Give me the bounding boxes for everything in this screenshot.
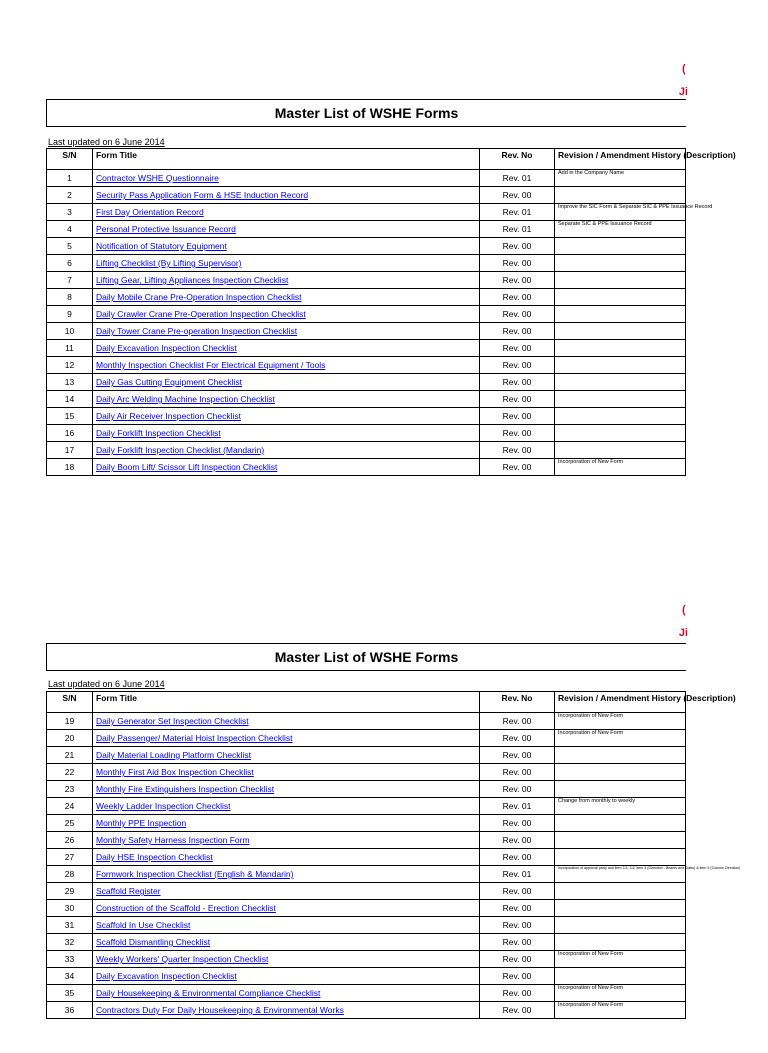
row-revision-history	[555, 408, 686, 425]
row-form-title-cell	[93, 340, 480, 357]
row-sn: 7	[47, 272, 93, 289]
row-rev-no: Rev. 00	[480, 985, 555, 1002]
table-row	[47, 764, 686, 781]
row-revision-history	[555, 917, 686, 934]
form-title-link[interactable]: Construction of the Scaffold - Erection Checklist	[96, 903, 276, 913]
form-title-link[interactable]: Weekly Ladder Inspection Checklist	[96, 801, 231, 811]
row-form-title-cell	[93, 934, 480, 951]
row-form-title-cell	[93, 968, 480, 985]
row-revision-history	[555, 883, 686, 900]
row-revision-history	[555, 340, 686, 357]
form-title-link[interactable]: Daily Crawler Crane Pre-Operation Inspection Checklist	[96, 309, 306, 319]
form-title-link[interactable]: Lifting Gear, Lifting Appliances Inspection Checklist	[96, 275, 289, 285]
form-title-link[interactable]: First Day Orientation Record	[96, 207, 204, 217]
table-row	[47, 798, 686, 815]
row-sn: 34	[47, 968, 93, 985]
row-revision-history: Separate SIC & PPE Issuance Record	[555, 221, 686, 238]
row-sn: 8	[47, 289, 93, 306]
table-row	[47, 221, 686, 238]
row-form-title-cell	[93, 849, 480, 866]
row-sn: 13	[47, 374, 93, 391]
row-revision-history	[555, 289, 686, 306]
row-sn: 20	[47, 730, 93, 747]
table-row	[47, 951, 686, 968]
table-row	[47, 238, 686, 255]
table-row	[47, 289, 686, 306]
form-title-link[interactable]: Daily Arc Welding Machine Inspection Checklist	[96, 394, 275, 404]
row-revision-history	[555, 306, 686, 323]
table-row	[47, 391, 686, 408]
row-rev-no: Rev. 00	[480, 764, 555, 781]
row-rev-no: Rev. 01	[480, 204, 555, 221]
row-revision-history	[555, 357, 686, 374]
row-form-title-cell	[93, 425, 480, 442]
table-row	[47, 357, 686, 374]
forms-page-1	[0, 0, 768, 512]
form-title-link[interactable]: Daily Forklift Inspection Checklist	[96, 428, 221, 438]
row-sn: 31	[47, 917, 93, 934]
row-rev-no: Rev. 00	[480, 391, 555, 408]
row-form-title-cell	[93, 900, 480, 917]
row-revision-history	[555, 968, 686, 985]
row-revision-history	[555, 764, 686, 781]
form-title-link[interactable]: Security Pass Application Form & HSE Induction Record	[96, 190, 309, 200]
row-rev-no: Rev. 00	[480, 951, 555, 968]
row-sn: 11	[47, 340, 93, 357]
row-rev-no: Rev. 01	[480, 866, 555, 883]
row-revision-history	[555, 374, 686, 391]
row-form-title-cell	[93, 391, 480, 408]
form-title-link[interactable]: Scaffold Register	[96, 886, 161, 896]
row-form-title-cell	[93, 306, 480, 323]
table-row	[47, 187, 686, 204]
row-form-title-cell	[93, 289, 480, 306]
row-sn: 3	[47, 204, 93, 221]
row-rev-no: Rev. 00	[480, 272, 555, 289]
column-header-rev-no: Rev. No	[480, 692, 555, 713]
row-sn: 22	[47, 764, 93, 781]
row-sn: 18	[47, 459, 93, 476]
row-rev-no: Rev. 00	[480, 815, 555, 832]
row-revision-history	[555, 900, 686, 917]
row-form-title-cell	[93, 221, 480, 238]
form-title-link[interactable]: Notification of Statutory Equipment	[96, 241, 227, 251]
table-row	[47, 849, 686, 866]
row-sn: 33	[47, 951, 93, 968]
row-form-title-cell	[93, 442, 480, 459]
form-title-link[interactable]: Monthly PPE Inspection	[96, 818, 187, 828]
row-rev-no: Rev. 00	[480, 459, 555, 476]
row-rev-no: Rev. 00	[480, 883, 555, 900]
row-revision-history	[555, 323, 686, 340]
column-header-form-title: Form Title	[93, 149, 480, 170]
row-form-title-cell	[93, 357, 480, 374]
row-rev-no: Rev. 00	[480, 238, 555, 255]
row-sn: 26	[47, 832, 93, 849]
table-row	[47, 968, 686, 985]
form-title-link[interactable]: Daily Generator Set Inspection Checklist	[96, 716, 249, 726]
row-form-title-cell	[93, 459, 480, 476]
row-sn: 5	[47, 238, 93, 255]
row-revision-history	[555, 781, 686, 798]
row-form-title-cell	[93, 832, 480, 849]
row-revision-history	[555, 425, 686, 442]
row-rev-no: Rev. 00	[480, 374, 555, 391]
row-rev-no: Rev. 00	[480, 917, 555, 934]
last-updated-label: Last updated on 6 June 2014	[48, 679, 165, 689]
table-row	[47, 900, 686, 917]
row-form-title-cell	[93, 238, 480, 255]
row-rev-no: Rev. 00	[480, 187, 555, 204]
row-rev-no: Rev. 00	[480, 255, 555, 272]
row-rev-no: Rev. 00	[480, 323, 555, 340]
table-row	[47, 985, 686, 1002]
row-revision-history	[555, 747, 686, 764]
form-title-link[interactable]: Monthly Inspection Checklist For Electrical Equipment / Tools	[96, 360, 326, 370]
forms-table-body	[47, 713, 741, 1019]
row-rev-no: Rev. 00	[480, 781, 555, 798]
table-row	[47, 781, 686, 798]
row-rev-no: Rev. 00	[480, 747, 555, 764]
table-row	[47, 374, 686, 391]
row-sn: 10	[47, 323, 93, 340]
row-form-title-cell	[93, 255, 480, 272]
table-row	[47, 934, 686, 951]
row-revision-history	[555, 832, 686, 849]
row-rev-no: Rev. 01	[480, 221, 555, 238]
row-rev-no: Rev. 00	[480, 968, 555, 985]
row-sn: 6	[47, 255, 93, 272]
form-title-link[interactable]: Daily Forklift Inspection Checklist (Mandarin)	[96, 445, 265, 455]
column-header-form-title: Form Title	[93, 692, 480, 713]
row-sn: 9	[47, 306, 93, 323]
form-title-link[interactable]: Lifting Checklist (By Lifting Supervisor)	[96, 258, 242, 268]
row-form-title-cell	[93, 985, 480, 1002]
row-revision-history: Incorporation of New Form	[555, 1002, 686, 1019]
row-sn: 27	[47, 849, 93, 866]
table-row	[47, 255, 686, 272]
row-rev-no: Rev. 00	[480, 442, 555, 459]
form-title-link[interactable]: Formwork Inspection Checklist (English & Mandarin)	[96, 869, 294, 879]
row-revision-history: Incorporation of New Form	[555, 985, 686, 1002]
row-form-title-cell	[93, 798, 480, 815]
row-form-title-cell	[93, 187, 480, 204]
row-revision-history	[555, 187, 686, 204]
row-rev-no: Rev. 00	[480, 900, 555, 917]
table-row	[47, 425, 686, 442]
row-sn: 17	[47, 442, 93, 459]
table-row	[47, 442, 686, 459]
row-form-title-cell	[93, 408, 480, 425]
column-header-rev-no: Rev. No	[480, 149, 555, 170]
form-title-link[interactable]: Monthly Safety Harness Inspection Form	[96, 835, 250, 845]
table-row	[47, 747, 686, 764]
form-title-link[interactable]: Scaffold In Use Checklist	[96, 920, 191, 930]
row-form-title-cell	[93, 204, 480, 221]
forms-table	[46, 148, 736, 476]
row-rev-no: Rev. 00	[480, 340, 555, 357]
row-revision-history: Add in the Company Name	[555, 170, 686, 187]
row-revision-history	[555, 442, 686, 459]
row-form-title-cell	[93, 747, 480, 764]
row-sn: 16	[47, 425, 93, 442]
company-logo-mark: (	[682, 63, 686, 75]
row-form-title-cell	[93, 713, 480, 730]
row-sn: 24	[47, 798, 93, 815]
row-revision-history	[555, 815, 686, 832]
row-sn: 4	[47, 221, 93, 238]
table-row	[47, 883, 686, 900]
row-form-title-cell	[93, 1002, 480, 1019]
table-row	[47, 408, 686, 425]
form-title-link[interactable]: Monthly Fire Extinguishers Inspection Checklist	[96, 784, 275, 794]
form-title-link[interactable]: Daily Excavation Inspection Checklist	[96, 971, 237, 981]
form-title-link[interactable]: Daily Excavation Inspection Checklist	[96, 343, 237, 353]
table-row	[47, 204, 686, 221]
row-form-title-cell	[93, 866, 480, 883]
row-sn: 32	[47, 934, 93, 951]
row-sn: 30	[47, 900, 93, 917]
form-title-link[interactable]: Daily Tower Crane Pre-operation Inspection Checklist	[96, 326, 298, 336]
form-title-link[interactable]: Daily Passenger/ Material Hoist Inspection Checklist	[96, 733, 293, 743]
row-revision-history	[555, 272, 686, 289]
row-rev-no: Rev. 00	[480, 306, 555, 323]
row-revision-history: Incorporation of New Form	[555, 713, 686, 730]
row-revision-history	[555, 238, 686, 255]
row-sn: 35	[47, 985, 93, 1002]
table-row	[47, 917, 686, 934]
row-sn: 23	[47, 781, 93, 798]
form-title-link[interactable]: Daily Housekeeping & Environmental Compliance Checklist	[96, 988, 321, 998]
table-row	[47, 170, 686, 187]
column-header-revision-history: Revision / Amendment History (Description)	[555, 692, 686, 713]
row-revision-history: Change from monthly to weekly	[555, 798, 686, 815]
row-rev-no: Rev. 00	[480, 408, 555, 425]
table-row	[47, 340, 686, 357]
row-form-title-cell	[93, 917, 480, 934]
row-form-title-cell	[93, 815, 480, 832]
row-revision-history	[555, 391, 686, 408]
row-sn: 1	[47, 170, 93, 187]
row-rev-no: Rev. 01	[480, 798, 555, 815]
row-sn: 19	[47, 713, 93, 730]
row-revision-history: Incorporation of New Form	[555, 730, 686, 747]
row-sn: 28	[47, 866, 93, 883]
row-rev-no: Rev. 00	[480, 713, 555, 730]
row-revision-history: Improve the SIC Form & Separate SIC & PPE Issuance Record	[555, 204, 686, 221]
row-rev-no: Rev. 00	[480, 357, 555, 374]
form-title-link[interactable]: Daily Air Receiver Inspection Checklist	[96, 411, 242, 421]
row-rev-no: Rev. 00	[480, 730, 555, 747]
row-rev-no: Rev. 00	[480, 425, 555, 442]
form-title-link[interactable]: Personal Protective Issuance Record	[96, 224, 236, 234]
row-form-title-cell	[93, 272, 480, 289]
form-title-link[interactable]: Contractor WSHE Questionnaire	[96, 173, 219, 183]
page-title: Master List of WSHE Forms	[46, 643, 686, 671]
page-title: Master List of WSHE Forms	[46, 99, 686, 127]
row-form-title-cell	[93, 374, 480, 391]
column-header-revision-history: Revision / Amendment History (Description)	[555, 149, 686, 170]
table-row	[47, 832, 686, 849]
last-updated-label: Last updated on 6 June 2014	[48, 137, 165, 147]
company-logo-text: Ji	[678, 627, 688, 639]
forms-page-2	[0, 541, 768, 1053]
row-rev-no: Rev. 00	[480, 849, 555, 866]
table-row	[47, 866, 686, 883]
table-row	[47, 815, 686, 832]
table-row	[47, 306, 686, 323]
row-form-title-cell	[93, 323, 480, 340]
row-rev-no: Rev. 00	[480, 1002, 555, 1019]
row-revision-history	[555, 255, 686, 272]
row-sn: 15	[47, 408, 93, 425]
table-row	[47, 730, 686, 747]
row-revision-history	[555, 934, 686, 951]
company-logo-mark: (	[682, 604, 686, 616]
table-row	[47, 272, 686, 289]
row-sn: 21	[47, 747, 93, 764]
row-sn: 14	[47, 391, 93, 408]
row-sn: 36	[47, 1002, 93, 1019]
row-form-title-cell	[93, 170, 480, 187]
table-row	[47, 459, 686, 476]
form-title-link[interactable]: Daily HSE Inspection Checklist	[96, 852, 213, 862]
row-form-title-cell	[93, 883, 480, 900]
row-form-title-cell	[93, 951, 480, 968]
row-sn: 29	[47, 883, 93, 900]
row-rev-no: Rev. 00	[480, 289, 555, 306]
row-sn: 12	[47, 357, 93, 374]
row-rev-no: Rev. 01	[480, 170, 555, 187]
table-header-row	[47, 149, 686, 170]
row-rev-no: Rev. 00	[480, 934, 555, 951]
form-title-link[interactable]: Weekly Workers' Quarter Inspection Checklist	[96, 954, 269, 964]
company-logo-text: Ji	[678, 86, 688, 98]
row-form-title-cell	[93, 764, 480, 781]
row-revision-history: Incorporation of New Form	[555, 459, 686, 476]
table-header-row	[47, 692, 686, 713]
table-row	[47, 1002, 686, 1019]
column-header-sn: S/N	[47, 149, 93, 170]
forms-table	[46, 691, 741, 1019]
form-title-link[interactable]: Daily Material Loading Platform Checklist	[96, 750, 251, 760]
row-revision-history: Incorporation of New Form	[555, 951, 686, 968]
table-row	[47, 713, 686, 730]
form-title-link[interactable]: Scaffold Dismantling Checklist	[96, 937, 211, 947]
row-revision-history	[555, 849, 686, 866]
forms-table-body	[47, 170, 713, 476]
row-revision-history: Incorporation of approval party and item 3.5, 3.6, item 4 (Direction - Beams and Slabs) & item 5 (Column Direction)	[555, 866, 686, 883]
column-header-sn: S/N	[47, 692, 93, 713]
row-form-title-cell	[93, 781, 480, 798]
form-title-link[interactable]: Daily Mobile Crane Pre-Operation Inspection Checklist	[96, 292, 302, 302]
row-sn: 2	[47, 187, 93, 204]
form-title-link[interactable]: Daily Gas Cutting Equipment Checklist	[96, 377, 242, 387]
table-row	[47, 323, 686, 340]
row-form-title-cell	[93, 730, 480, 747]
form-title-link[interactable]: Daily Boom Lift/ Scissor Lift Inspection Checklist	[96, 462, 278, 472]
row-rev-no: Rev. 00	[480, 832, 555, 849]
form-title-link[interactable]: Monthly First Aid Box Inspection Checklist	[96, 767, 254, 777]
row-sn: 25	[47, 815, 93, 832]
form-title-link[interactable]: Contractors Duty For Daily Housekeeping & Environmental Works	[96, 1005, 344, 1015]
